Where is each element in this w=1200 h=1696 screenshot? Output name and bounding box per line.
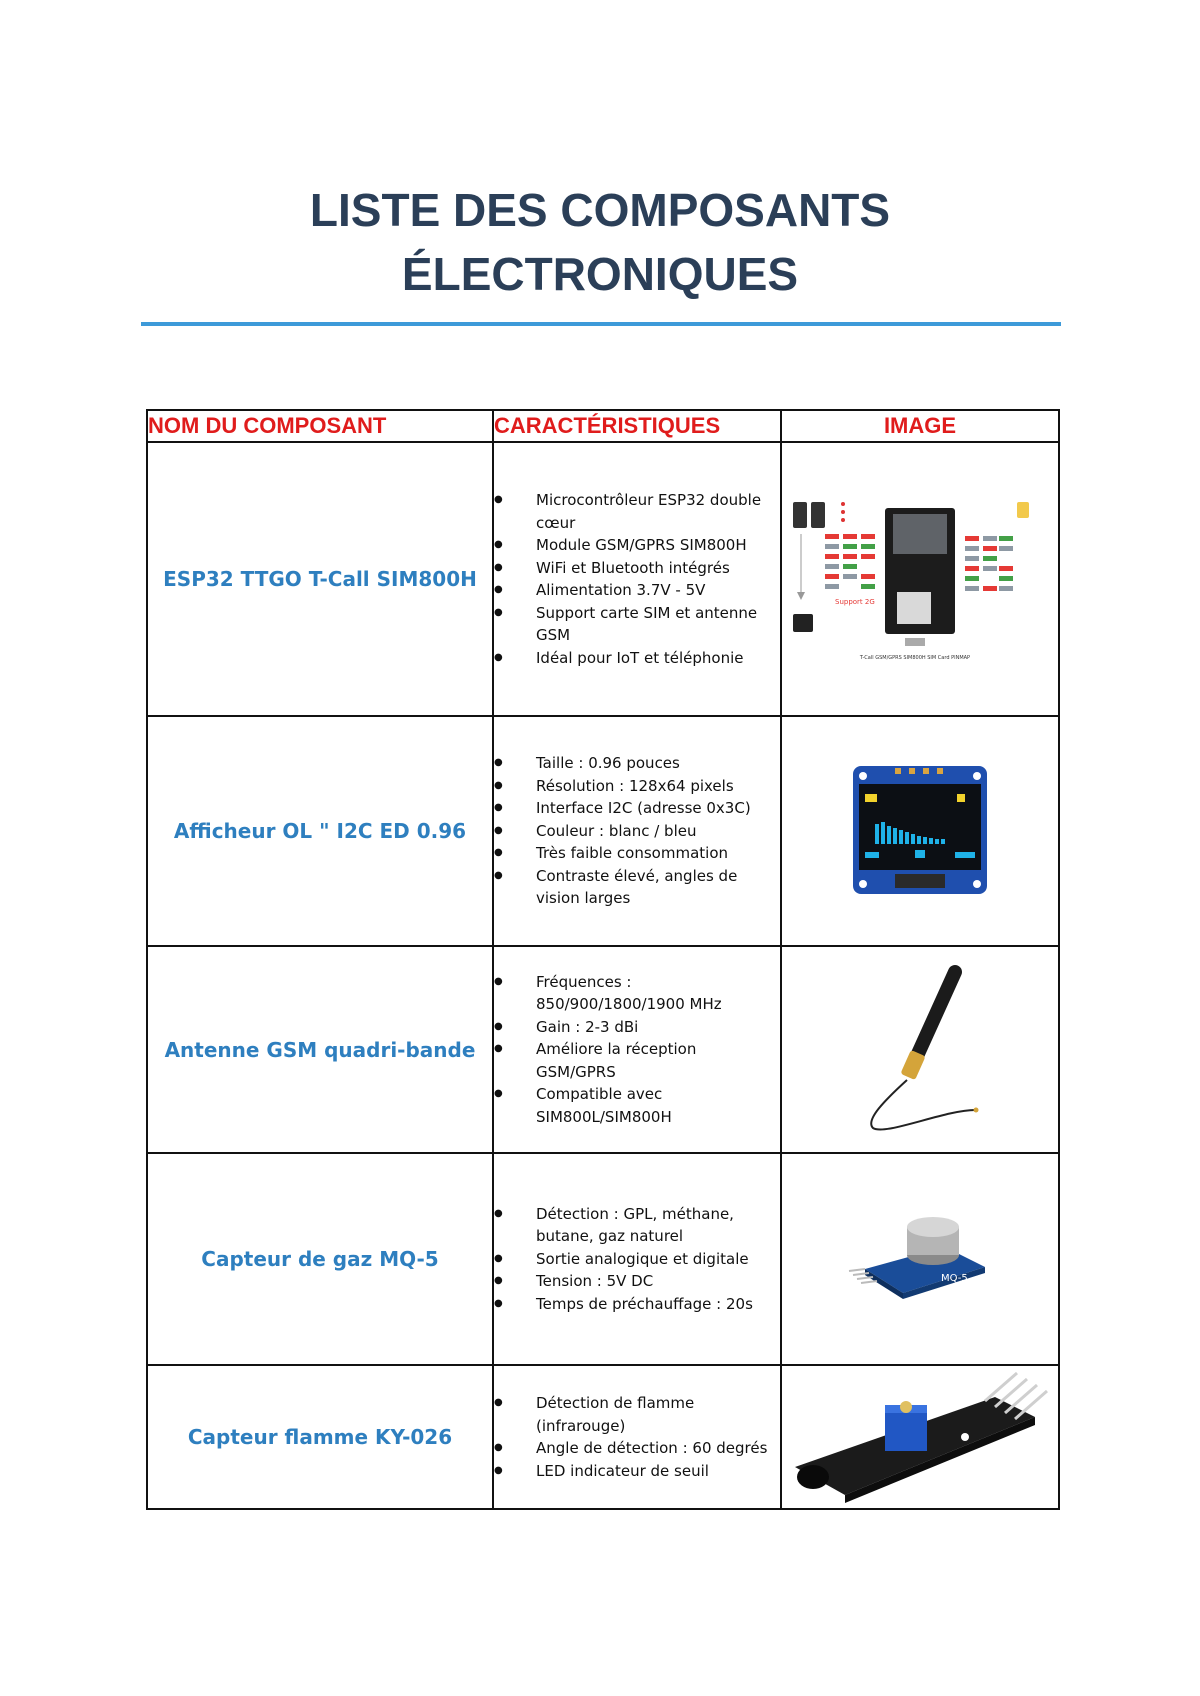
feature-list (494, 1203, 780, 1316)
feature-item: ● Améliore la réception GSM/GPRS (494, 1038, 780, 1083)
component-image-cell (781, 946, 1059, 1153)
feature-item: ● Résolution : 128x64 pixels (494, 775, 780, 798)
component-features (493, 1153, 781, 1365)
component-image-cell (781, 442, 1059, 716)
title-divider (141, 322, 1061, 326)
component-name: Capteur flamme KY-026 (147, 1365, 493, 1509)
feature-list (494, 752, 780, 910)
feature-item: ● Sortie analogique et digitale (494, 1248, 780, 1271)
page-title-line-2: ÉLECTRONIQUES (401, 248, 799, 300)
component-image-cell (781, 716, 1059, 946)
feature-item: ● Module GSM/GPRS SIM800H (494, 534, 780, 557)
page-title-line-1: LISTE DES COMPOSANTS (309, 184, 891, 236)
component-name: ESP32 TTGO T-Call SIM800H (147, 442, 493, 716)
component-name: Capteur de gaz MQ-5 (147, 1153, 493, 1365)
feature-item: ● Temps de préchauffage : 20s (494, 1293, 780, 1316)
feature-item: ● Idéal pour IoT et téléphonie (494, 647, 780, 670)
feature-item: ● Détection : GPL, méthane, butane, gaz naturel (494, 1203, 780, 1248)
table-header-row (147, 410, 1059, 442)
feature-item: ● LED indicateur de seuil (494, 1460, 780, 1483)
page-title (0, 178, 1200, 306)
component-features (493, 716, 781, 946)
component-features (493, 1365, 781, 1509)
table-row (147, 1153, 1059, 1365)
gas-sensor-image (845, 1209, 995, 1309)
header-characteristics: CARACTÉRISTIQUES (493, 410, 781, 442)
flame-sensor-image (785, 1367, 1055, 1507)
feature-list (494, 971, 780, 1129)
feature-item: ● Tension : 5V DC (494, 1270, 780, 1293)
feature-item: ● Couleur : blanc / bleu (494, 820, 780, 843)
feature-item: ● Support carte SIM et antenne GSM (494, 602, 780, 647)
components-table (146, 409, 1060, 1510)
oled-display-image (845, 756, 995, 906)
table-row (147, 716, 1059, 946)
table-row (147, 442, 1059, 716)
feature-item: ● Fréquences : 850/900/1800/1900 MHz (494, 971, 780, 1016)
esp32-board-image (785, 494, 1055, 664)
component-features (493, 442, 781, 716)
feature-item: ● Angle de détection : 60 degrés (494, 1437, 780, 1460)
feature-item: ● Contraste élevé, angles de vision larges (494, 865, 780, 910)
feature-item: ● WiFi et Bluetooth intégrés (494, 557, 780, 580)
table-row (147, 1365, 1059, 1509)
feature-list (494, 1392, 780, 1482)
feature-list (494, 489, 780, 669)
feature-item: ● Interface I2C (adresse 0x3C) (494, 797, 780, 820)
svg-text:Support 2G: Support 2G (835, 598, 875, 606)
component-name: Afficheur OL " I2C ED 0.96 (147, 716, 493, 946)
feature-item: ● Détection de flamme (infrarouge) (494, 1392, 780, 1437)
feature-item: ● Très faible consommation (494, 842, 780, 865)
feature-item: ● Alimentation 3.7V - 5V (494, 579, 780, 602)
component-image-cell (781, 1365, 1059, 1509)
component-features (493, 946, 781, 1153)
svg-text:T-Call GSM/GPRS SIM800H SIM Ca: T-Call GSM/GPRS SIM800H SIM Card PINMAP (859, 655, 971, 661)
gsm-antenna-image (845, 960, 995, 1140)
feature-item: ● Taille : 0.96 pouces (494, 752, 780, 775)
table-row (147, 946, 1059, 1153)
header-image: IMAGE (781, 410, 1059, 442)
header-name: NOM DU COMPOSANT (147, 410, 493, 442)
svg-text:MQ-5: MQ-5 (941, 1273, 968, 1284)
feature-item: ● Gain : 2-3 dBi (494, 1016, 780, 1039)
component-image-cell (781, 1153, 1059, 1365)
feature-item: ● Compatible avec SIM800L/SIM800H (494, 1083, 780, 1128)
component-name: Antenne GSM quadri-bande (147, 946, 493, 1153)
feature-item: ● Microcontrôleur ESP32 double cœur (494, 489, 780, 534)
